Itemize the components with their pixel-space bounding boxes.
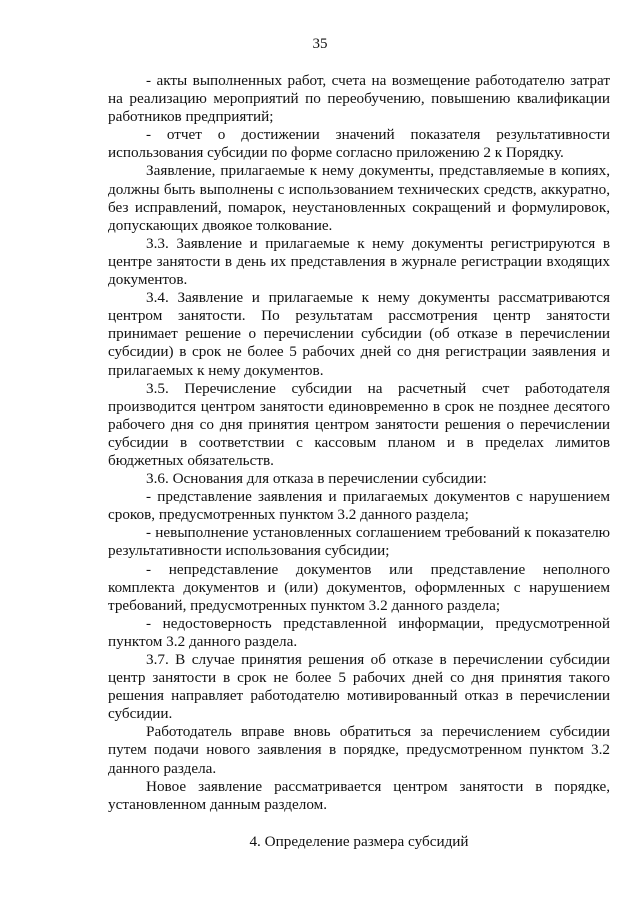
paragraph: Заявление, прилагаемые к нему документы, представляемые в копиях, должны быть выполнены с использованием технических средств, аккуратно, без исправлений, помарок, неустановленных сокращений и формулировок, допускающих двоякое толкование. [108, 162, 610, 234]
paragraph: - недостоверность представленной информации, предусмотренной пунктом 3.2 данного раздела. [108, 614, 610, 650]
paragraph: - акты выполненных работ, счета на возмещение работодателю затрат на реализацию мероприятий по переобучению, повышению квалификации работников предприятий; [108, 72, 610, 126]
paragraph: - представление заявления и прилагаемых документов с нарушением сроков, предусмотренных пунктом 3.2 данного раздела; [108, 488, 610, 524]
paragraph: Новое заявление рассматривается центром занятости в порядке, установленном данным разделом. [108, 777, 610, 813]
document-body [108, 72, 610, 851]
paragraph: 3.7. В случае принятия решения об отказе в перечислении субсидии центр занятости в срок не более 5 рабочих дней со дня принятия такого решения направляет работодателю мотивированный отказ в перечислении субсидии. [108, 651, 610, 723]
paragraph: - невыполнение установленных соглашением требований к показателю результативности использования субсидии; [108, 524, 610, 560]
paragraph: 3.5. Перечисление субсидии на расчетный счет работодателя производится центром занятости единовременно в срок не позднее десятого рабочего дня со дня принятия центром занятости решения о перечислении субсидии в соответствии с кассовым планом и в пределах лимитов бюджетных обязательств. [108, 379, 610, 469]
section-heading: 4. Определение размера субсидий [249, 832, 469, 850]
paragraph: 3.6. Основания для отказа в перечислении субсидии: [146, 470, 487, 488]
paragraph: - непредставление документов или представление неполного комплекта документов и (или) документов, оформленных с нарушением требований, предусмотренных пунктом 3.2 данного раздела; [108, 560, 610, 614]
paragraph: 3.4. Заявление и прилагаемые к нему документы рассматриваются центром занятости. По результатам рассмотрения центр занятости принимает решение о перечислении субсидии (об отказе в перечислении субсидии) в срок не более 5 рабочих дней со дня регистрации заявления и прилагаемых к нему документов. [108, 289, 610, 379]
paragraph: Работодатель вправе вновь обратиться за перечислением субсидии путем подачи нового заявления в порядке, предусмотренном пунктом 3.2 данного раздела. [108, 723, 610, 777]
page-number: 35 [312, 36, 328, 52]
paragraph: - отчет о достижении значений показателя результативности использования субсидии по форме согласно приложению 2 к Порядку. [108, 126, 610, 162]
paragraph: 3.3. Заявление и прилагаемые к нему документы регистрируются в центре занятости в день их представления в журнале регистрации входящих документов. [108, 234, 610, 289]
